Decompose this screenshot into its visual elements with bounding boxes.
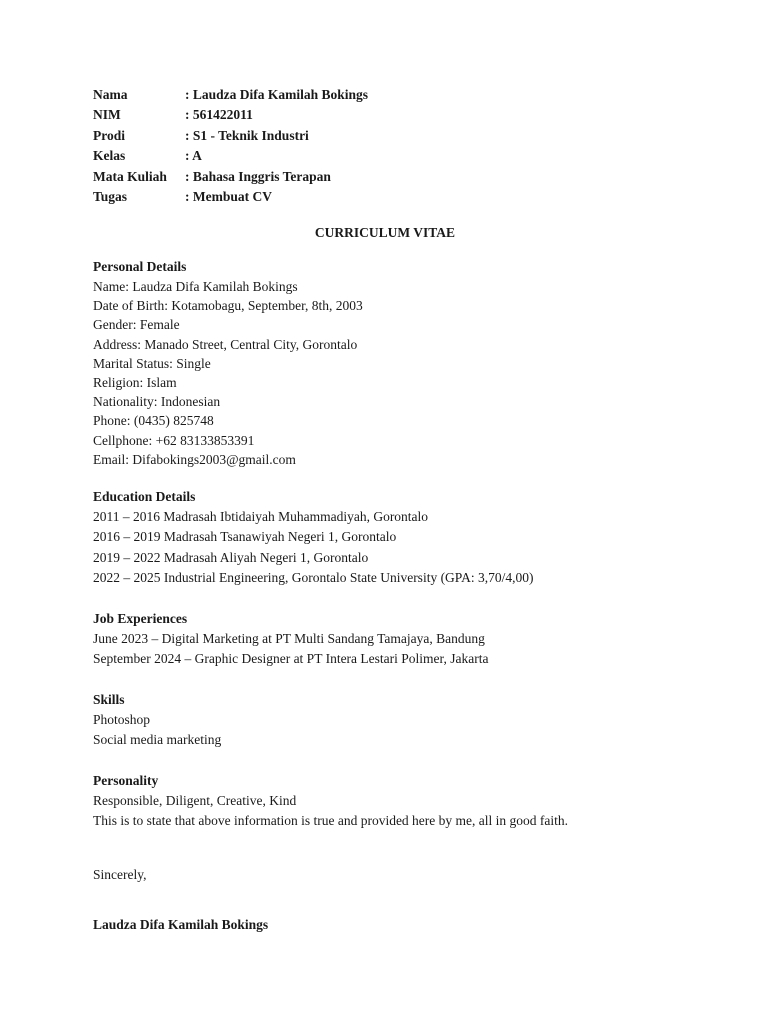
personal-line: Cellphone: +62 83133853391 bbox=[93, 432, 255, 448]
info-value: : S1 - Teknik Industri bbox=[185, 127, 309, 143]
info-value: : A bbox=[185, 148, 202, 164]
personal-line: Gender: Female bbox=[93, 317, 180, 333]
job-line: September 2024 – Graphic Designer at PT Intera Lestari Polimer, Jakarta bbox=[93, 651, 489, 667]
personal-line: Address: Manado Street, Central City, Gorontalo bbox=[93, 336, 358, 352]
student-info-table bbox=[93, 85, 693, 207]
section-heading: Job Experiences bbox=[93, 611, 188, 626]
info-key: Prodi bbox=[93, 127, 126, 143]
signature-name: Laudza Difa Kamilah Bokings bbox=[93, 917, 269, 932]
info-key: Nama bbox=[93, 87, 128, 102]
personality-section bbox=[93, 771, 693, 832]
personal-line: Email: Difabokings2003@gmail.com bbox=[93, 451, 296, 467]
info-row-kelas bbox=[93, 146, 693, 166]
job-line: June 2023 – Digital Marketing at PT Multi Sandang Tamajaya, Bandung bbox=[93, 631, 485, 646]
info-row-mata-kuliah bbox=[93, 167, 693, 187]
info-value: : 561422011 bbox=[185, 107, 253, 123]
personal-line: Date of Birth: Kotamobagu, September, 8th, 2003 bbox=[93, 298, 363, 314]
skill-line: Social media marketing bbox=[93, 732, 222, 748]
info-key: Tugas bbox=[93, 188, 128, 204]
education-line: 2011 – 2016 Madrasah Ibtidaiyah Muhammadiyah, Gorontalo bbox=[93, 509, 429, 524]
job-experiences-section bbox=[93, 609, 693, 670]
info-row-prodi bbox=[93, 126, 693, 146]
personal-line: Religion: Islam bbox=[93, 374, 177, 390]
document-page bbox=[93, 85, 693, 932]
education-details-section bbox=[93, 487, 693, 589]
info-key: Kelas bbox=[93, 148, 126, 164]
section-heading: Personality bbox=[93, 773, 159, 788]
document-title: CURRICULUM VITAE bbox=[314, 225, 456, 240]
personal-line: Phone: (0435) 825748 bbox=[93, 413, 214, 429]
education-line: 2022 – 2025 Industrial Engineering, Gorontalo State University (GPA: 3,70/4,00) bbox=[93, 570, 534, 586]
declaration-line: This is to state that above information is true and provided here by me, all in good faith. bbox=[93, 813, 569, 829]
skill-line: Photoshop bbox=[93, 712, 151, 727]
education-line: 2016 – 2019 Madrasah Tsanawiyah Negeri 1, Gorontalo bbox=[93, 529, 397, 545]
personal-line: Name: Laudza Difa Kamilah Bokings bbox=[93, 279, 298, 294]
info-row-tugas bbox=[93, 187, 693, 207]
info-value: : Bahasa Inggris Terapan bbox=[185, 168, 331, 184]
personality-line: Responsible, Diligent, Creative, Kind bbox=[93, 793, 297, 808]
info-row-nama bbox=[93, 85, 693, 105]
skills-section bbox=[93, 690, 693, 751]
section-heading: Education Details bbox=[93, 489, 196, 504]
closing-salutation: Sincerely, bbox=[93, 867, 147, 882]
info-key: Mata Kuliah bbox=[93, 168, 167, 184]
education-line: 2019 – 2022 Madrasah Aliyah Negeri 1, Gorontalo bbox=[93, 549, 369, 565]
info-value: : Laudza Difa Kamilah Bokings bbox=[185, 87, 369, 102]
personal-line: Marital Status: Single bbox=[93, 355, 211, 371]
personal-line: Nationality: Indonesian bbox=[93, 394, 221, 410]
info-key: NIM bbox=[93, 107, 121, 123]
info-row-nim bbox=[93, 105, 693, 125]
info-value: : Membuat CV bbox=[185, 188, 272, 204]
personal-details-section bbox=[93, 257, 693, 469]
section-heading: Skills bbox=[93, 692, 125, 707]
section-heading: Personal Details bbox=[93, 259, 187, 274]
